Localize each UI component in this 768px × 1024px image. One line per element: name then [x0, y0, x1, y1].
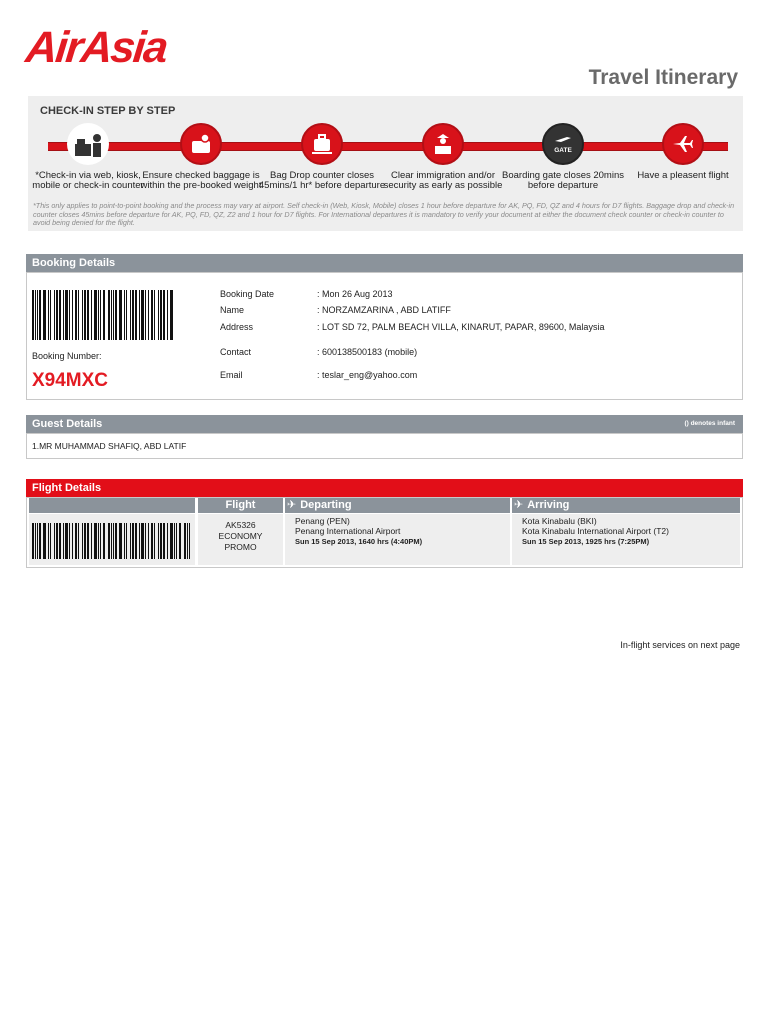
barcode-bar: [103, 290, 105, 340]
barcode-bar: [48, 523, 49, 559]
barcode-bar: [119, 290, 122, 340]
barcode-bar: [65, 523, 68, 559]
detail-label: Email: [220, 370, 243, 380]
barcode-bar: [135, 290, 137, 340]
booking-barcode: [32, 290, 174, 340]
barcode-bar: [94, 523, 97, 559]
barcode-bar: [124, 290, 125, 340]
barcode-bar: [167, 290, 168, 340]
barcode-bar: [115, 290, 117, 340]
barcode-bar: [56, 523, 58, 559]
barcode-bar: [59, 290, 61, 340]
barcode-bar: [141, 523, 144, 559]
guest-details-title: Guest Details: [32, 418, 103, 430]
barcode-bar: [170, 290, 173, 340]
booking-number: X94MXC: [32, 370, 109, 391]
barcode-bar: [63, 523, 64, 559]
detail-label: Booking Date: [220, 289, 275, 299]
barcode-bar: [39, 290, 41, 340]
step-flight: [618, 123, 748, 181]
barcode-bar: [154, 290, 155, 340]
barcode-bar: [145, 290, 146, 340]
barcode-bar: [167, 523, 168, 559]
barcode-bar: [184, 523, 186, 559]
barcode-bar: [63, 290, 64, 340]
barcode-bar: [158, 523, 159, 559]
barcode-bar: [130, 290, 131, 340]
departing-cell: [285, 514, 510, 565]
barcode-bar: [160, 290, 162, 340]
arriving-plane-icon: ✈: [514, 499, 524, 511]
col-arriving: ✈ Arriving: [512, 498, 740, 513]
barcode-bar: [37, 290, 38, 340]
barcode-bar: [154, 523, 155, 559]
barcode-bar: [100, 523, 101, 559]
barcode-bar: [145, 523, 146, 559]
barcode-bar: [108, 290, 110, 340]
detail-value: : Mon 26 Aug 2013: [317, 289, 393, 299]
barcode-bar: [87, 523, 89, 559]
barcode-bar: [39, 523, 41, 559]
departure-time: Sun 15 Sep 2013, 1640 hrs (4:40PM): [295, 537, 423, 546]
barcode-bar: [43, 523, 46, 559]
barcode-bar: [50, 290, 51, 340]
baggage-drop-icon: [301, 123, 343, 165]
checkin-title: CHECK-IN STEP BY STEP: [40, 105, 176, 117]
col-flight: Flight: [198, 498, 283, 513]
barcode-bar: [174, 523, 175, 559]
barcode-bar: [98, 523, 99, 559]
barcode-bar: [179, 523, 181, 559]
step-immigration: [378, 123, 508, 191]
barcode-bar: [91, 290, 92, 340]
arrival-time: Sun 15 Sep 2013, 1925 hrs (7:25PM): [522, 537, 650, 546]
step-text: *Check-in via web, kiosk, mobile or check-in counter: [32, 170, 144, 191]
fare-type: PROMO: [224, 542, 257, 552]
departure-airport: Penang International Airport: [295, 526, 401, 536]
barcode-bar: [158, 290, 159, 340]
flight-barcode-cell: [29, 514, 195, 565]
flight-number: AK5326: [225, 520, 256, 530]
detail-value: : NORZAMZARINA , ABD LATIFF: [317, 305, 451, 315]
airasia-logo: AirAsia: [23, 23, 169, 72]
checkin-note: *This only applies to point-to-point booking and the process may vary at airport. Self check-in (Web, Kiosk, Mobile) closes 1 hour before departure for AK, PQ, FD, QZ and 4 hours for D7 flights. Baggage drop and check-in counter closes 45mins before departure for AK, PQ, FD, QZ, Z2 and 1 hour for D7 flights. For International departures it is mandatory to verify your document at either the document check counter or check-in counter to avoid being denied for the flight.: [33, 201, 735, 227]
barcode-bar: [94, 290, 97, 340]
step-boarding-gate: [498, 123, 628, 191]
flight-barcode: [32, 523, 191, 559]
step-text: Ensure checked baggage is within the pre-booked weight: [140, 170, 262, 191]
detail-label: Contact: [220, 347, 252, 357]
flight-details-header: Flight Details: [26, 479, 743, 497]
arriving-cell: [512, 514, 740, 565]
barcode-bar: [148, 523, 149, 559]
barcode-bar: [187, 523, 188, 559]
barcode-bar: [170, 523, 173, 559]
col-departing: ✈ Departing: [285, 498, 510, 513]
barcode-bar: [111, 523, 112, 559]
barcode-bar: [126, 523, 127, 559]
barcode-bar: [69, 523, 70, 559]
barcode-bar: [72, 523, 73, 559]
baggage-scale-icon: [180, 123, 222, 165]
barcode-bar: [139, 523, 140, 559]
barcode-bar: [141, 290, 144, 340]
barcode-bar: [37, 523, 38, 559]
barcode-bar: [119, 523, 122, 559]
barcode-bar: [91, 523, 92, 559]
flight-barcode-header: [29, 498, 195, 513]
barcode-bar: [78, 290, 79, 340]
barcode-bar: [32, 523, 34, 559]
checkin-steps-panel: [28, 96, 743, 231]
barcode-bar: [48, 290, 49, 340]
barcode-bar: [108, 523, 110, 559]
immigration-officer-icon: [422, 123, 464, 165]
barcode-bar: [163, 290, 165, 340]
detail-value: : teslar_eng@yahoo.com: [317, 370, 418, 380]
guest-name: 1.MR MUHAMMAD SHAFIQ, ABD LATIF: [32, 441, 187, 451]
infant-note: () denotes infant: [684, 420, 735, 427]
barcode-bar: [43, 290, 46, 340]
checkin-counter-icon: [67, 123, 109, 165]
barcode-bar: [139, 290, 140, 340]
barcode-bar: [82, 290, 83, 340]
airplane-icon: [662, 123, 704, 165]
barcode-bar: [132, 290, 134, 340]
guest-details-header: [26, 415, 743, 433]
barcode-bar: [124, 523, 125, 559]
barcode-bar: [65, 290, 68, 340]
barcode-bar: [135, 523, 137, 559]
next-page-note: In-flight services on next page: [620, 640, 740, 650]
barcode-bar: [148, 290, 149, 340]
barcode-bar: [69, 290, 70, 340]
barcode-bar: [82, 523, 83, 559]
booking-details-header: Booking Details: [26, 254, 743, 272]
arrival-city: Kota Kinabalu (BKI): [522, 516, 597, 526]
barcode-bar: [84, 523, 86, 559]
barcode-bar: [54, 290, 55, 340]
barcode-bar: [78, 523, 79, 559]
barcode-bar: [113, 290, 114, 340]
step-text: Bag Drop counter closes 45mins/1 hr* before departure: [258, 170, 386, 191]
step-baggage-weight: [136, 123, 266, 191]
step-checkin: [23, 123, 153, 191]
barcode-bar: [50, 523, 51, 559]
detail-value: : 600138500183 (mobile): [317, 347, 418, 357]
barcode-bar: [130, 523, 131, 559]
barcode-bar: [87, 290, 89, 340]
booking-number-label: Booking Number:: [32, 351, 102, 361]
barcode-bar: [98, 290, 99, 340]
step-text: Have a pleasent flight: [637, 170, 729, 181]
step-bag-drop: [257, 123, 387, 191]
barcode-bar: [160, 523, 162, 559]
barcode-bar: [176, 523, 177, 559]
barcode-bar: [75, 290, 77, 340]
step-text: Boarding gate closes 20mins before departure: [502, 170, 624, 191]
barcode-bar: [32, 290, 34, 340]
fare-class: ECONOMY: [218, 531, 263, 541]
barcode-bar: [111, 290, 112, 340]
barcode-bar: [72, 290, 73, 340]
barcode-bar: [151, 523, 153, 559]
barcode-bar: [163, 523, 165, 559]
barcode-bar: [59, 523, 61, 559]
barcode-bar: [103, 523, 105, 559]
barcode-bar: [151, 290, 153, 340]
gate-icon: [542, 123, 584, 165]
barcode-bar: [132, 523, 134, 559]
barcode-bar: [56, 290, 58, 340]
barcode-bar: [54, 523, 55, 559]
barcode-bar: [100, 290, 101, 340]
barcode-bar: [84, 290, 86, 340]
departure-city: Penang (PEN): [295, 516, 350, 526]
svg-text:GATE: GATE: [554, 147, 572, 154]
departing-plane-icon: ✈: [287, 499, 297, 511]
barcode-bar: [35, 290, 36, 340]
detail-label: Address: [220, 322, 254, 332]
barcode-bar: [75, 523, 77, 559]
flight-info-cell: [198, 514, 283, 565]
arrival-airport: Kota Kinabalu International Airport (T2): [522, 526, 669, 536]
step-text: Clear immigration and/or security as early as possible: [383, 170, 503, 191]
barcode-bar: [113, 523, 114, 559]
barcode-bar: [189, 523, 190, 559]
barcode-bar: [35, 523, 36, 559]
document-title: Travel Itinerary: [588, 66, 738, 89]
barcode-bar: [126, 290, 127, 340]
detail-value: : LOT SD 72, PALM BEACH VILLA, KINARUT, PAPAR, 89600, Malaysia: [317, 322, 605, 332]
detail-label: Name: [220, 305, 245, 315]
barcode-bar: [115, 523, 117, 559]
